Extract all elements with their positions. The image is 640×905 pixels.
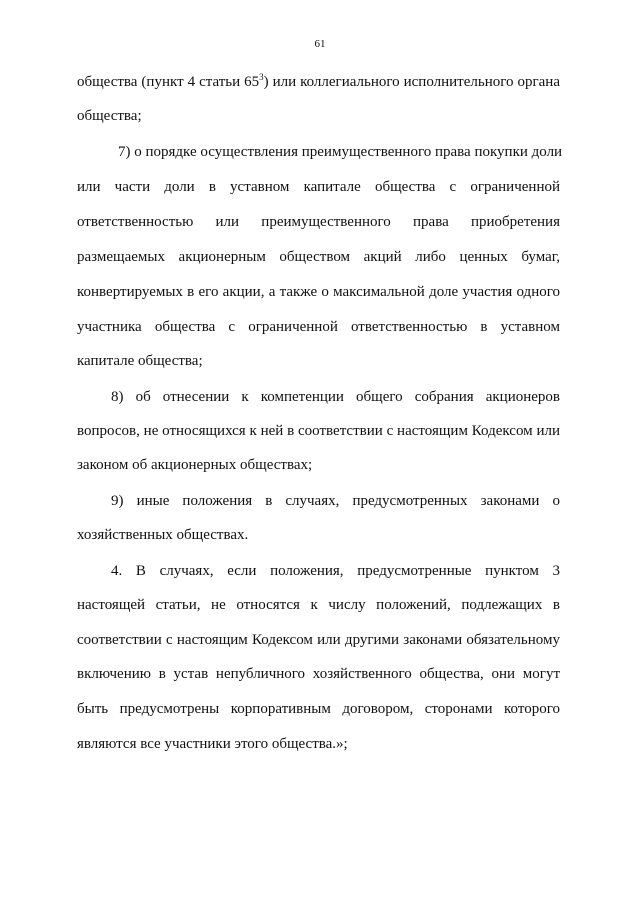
text-line: ответственностью или преимущественного права приобретения xyxy=(77,214,560,230)
text-line: соответствии с настоящим Кодексом или другими законами обязательному xyxy=(77,632,560,648)
text-line: 8) об отнесении к компетенции общего собрания акционеров xyxy=(111,389,560,405)
text-line: настоящей статьи, не относятся к числу положений, подлежащих в xyxy=(77,597,560,613)
text-line: или части доли в уставном капитале общества с ограниченной xyxy=(77,179,560,195)
text-line: капитале общества; xyxy=(77,353,203,369)
superscript: 3 xyxy=(259,72,264,82)
text-line: включению в устав непубличного хозяйственного общества, они могут xyxy=(77,666,560,682)
text-line: законом об акционерных обществах; xyxy=(77,457,313,473)
text-line: хозяйственных обществах. xyxy=(77,527,249,543)
text-line: 4. В случаях, если положения, предусмотренные пунктом 3 xyxy=(111,563,560,579)
page-number: 61 xyxy=(314,38,326,50)
text-line: размещаемых акционерным обществом акций либо ценных бумаг, xyxy=(77,249,560,265)
text-line: общества; xyxy=(77,108,142,124)
text-line: являются все участники этого общества.»; xyxy=(77,736,348,752)
text-line: быть предусмотрены корпоративным договором, сторонами которого xyxy=(77,701,560,717)
text-line: участника общества с ограниченной ответственностью в уставном xyxy=(77,319,560,335)
text-line: вопросов, не относящихся к ней в соответствии с настоящим Кодексом или xyxy=(77,423,560,439)
text-line: 7) о порядке осуществления преимущественного права покупки доли xyxy=(118,144,563,160)
text-line: конвертируемых в его акции, а также о максимальной доле участия одного xyxy=(77,284,560,300)
text-line: 9) иные положения в случаях, предусмотренных законами о xyxy=(111,493,560,509)
text-line: общества (пункт 4 статьи $65^3$) или коллегиального исполнительного органа xyxy=(77,72,560,90)
